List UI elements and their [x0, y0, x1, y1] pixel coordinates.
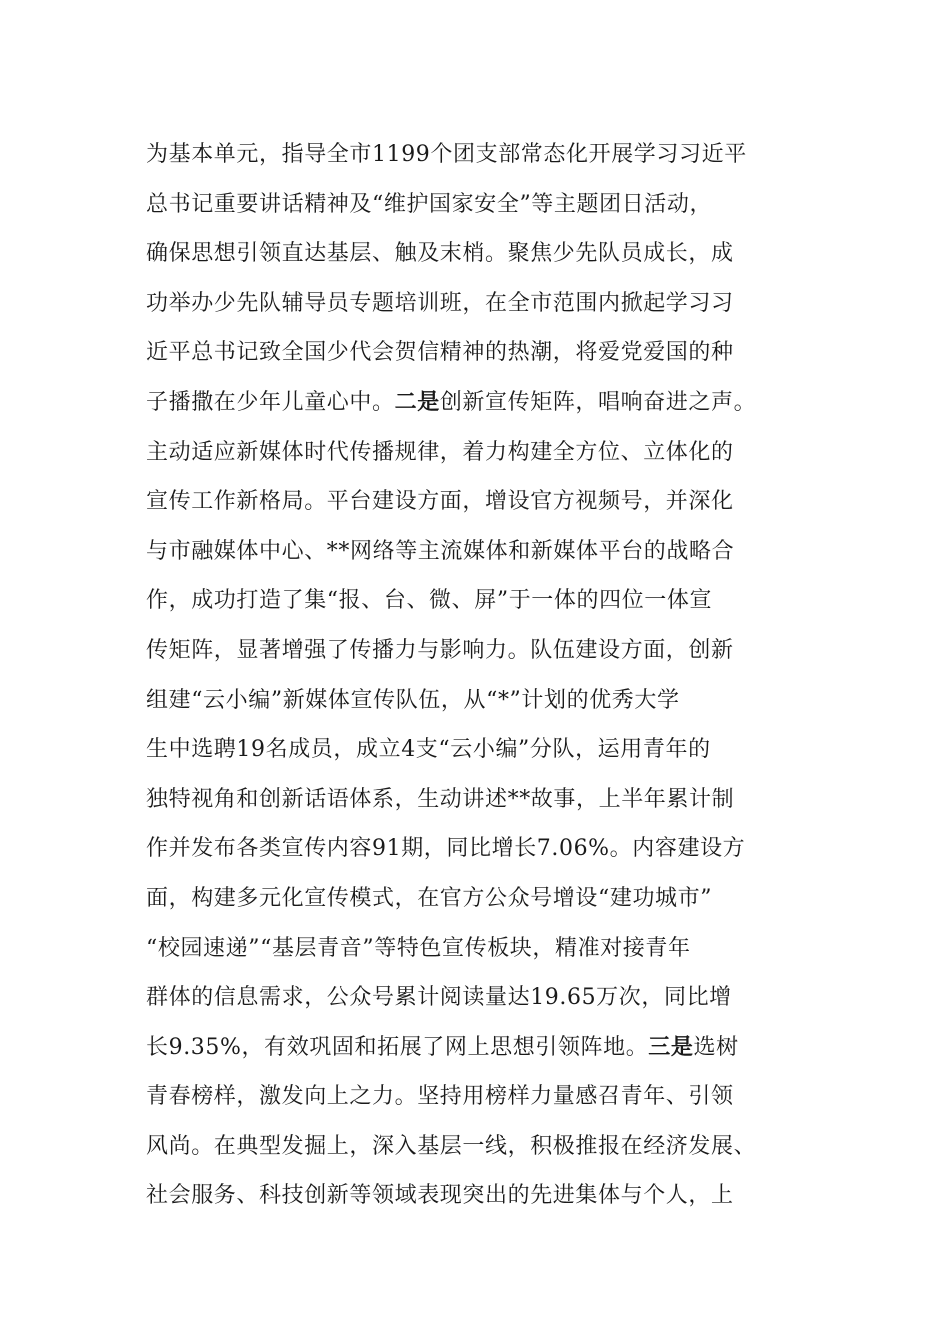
text-segment: 确保思想引领直达基层、触及末梢。聚焦少先队员成长，成: [146, 241, 734, 267]
text-line: [146, 477, 826, 527]
text-segment: 宣传工作新格局。平台建设方面，增设官方视频号，并深化: [146, 489, 734, 515]
text-line: [146, 378, 826, 428]
text-segment: 主动适应新媒体时代传播规律，着力构建全方位、立体化的: [146, 439, 734, 465]
text-line: [146, 874, 826, 924]
body-text: [146, 130, 826, 1221]
text-segment: 近平总书记致全国少代会贺信精神的热潮，将爱党爱国的种: [146, 340, 734, 366]
text-line: [146, 775, 826, 825]
text-line: [146, 229, 826, 279]
text-segment: 与市融媒体中心、**网络等主流媒体和新媒体平台的战略合: [146, 538, 735, 564]
text-segment: 长9.35%，有效巩固和拓展了网上思想引领阵地。: [146, 1034, 649, 1060]
text-line: [146, 1023, 826, 1073]
text-segment: 社会服务、科技创新等领域表现突出的先进集体与个人，上: [146, 1183, 734, 1209]
text-line: [146, 279, 826, 329]
text-segment: “校园速递”“基层青音”等特色宣传板块，精准对接青年: [146, 935, 691, 961]
text-line: [146, 130, 826, 180]
text-segment: 功举办少先队辅导员专题培训班，在全市范围内掀起学习习: [146, 290, 734, 316]
text-segment: 面，构建多元化宣传模式，在官方公众号增设“建功城市”: [146, 885, 713, 911]
text-segment: 青春榜样，激发向上之力。坚持用榜样力量感召青年、引领: [146, 1084, 734, 1110]
text-line: [146, 676, 826, 726]
text-line: [146, 1171, 826, 1221]
text-segment: 生中选聘19名成员，成立4支“云小编”分队，运用青年的: [146, 737, 711, 763]
text-segment: 子播撒在少年儿童心中。: [146, 389, 395, 415]
text-line: [146, 576, 826, 626]
text-segment: 选树: [693, 1034, 739, 1060]
text-line: [146, 527, 826, 577]
text-line: [146, 428, 826, 478]
text-segment: 作，成功打造了集“报、台、微、屏”于一体的四位一体宣: [146, 588, 713, 614]
text-segment: 风尚。在典型发掘上，深入基层一线，积极推报在经济发展、: [146, 1133, 757, 1159]
text-segment: 为基本单元，指导全市1199个团支部常态化开展学习习近平: [146, 142, 747, 167]
text-segment: 创新宣传矩阵，唱响奋进之声。: [439, 389, 757, 415]
text-segment: 总书记重要讲话精神及“维护国家安全”等主题团日活动，: [146, 191, 713, 217]
text-line: [146, 824, 826, 874]
bold-marker: 二是: [394, 389, 440, 415]
text-line: [146, 180, 826, 230]
bold-marker: 三是: [648, 1034, 694, 1060]
text-line: [146, 328, 826, 378]
text-segment: 组建“云小编”新媒体宣传队伍，从“*”计划的优秀大学: [146, 687, 680, 713]
text-segment: 作并发布各类宣传内容91期，同比增长7.06%。内容建设方: [146, 836, 746, 862]
text-segment: 传矩阵，显著增强了传播力与影响力。队伍建设方面，创新: [146, 637, 734, 663]
text-line: [146, 973, 826, 1023]
text-line: [146, 725, 826, 775]
text-segment: 独特视角和创新话语体系，生动讲述**故事，上半年累计制: [146, 786, 735, 812]
text-line: [146, 924, 826, 974]
text-segment: 群体的信息需求，公众号累计阅读量达19.65万次，同比增: [146, 985, 732, 1011]
text-line: [146, 1122, 826, 1172]
text-line: [146, 1072, 826, 1122]
text-line: [146, 626, 826, 676]
